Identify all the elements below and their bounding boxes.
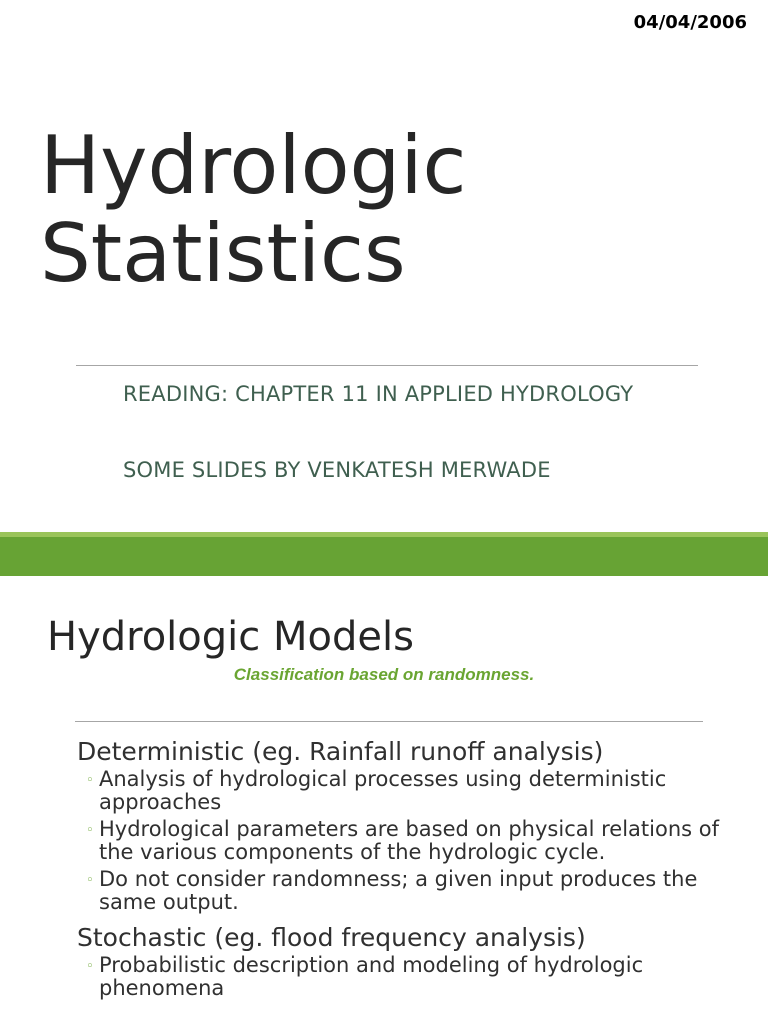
content-slide-title: Hydrologic Models [47, 614, 414, 660]
bullet-marker-icon: ◦ [86, 873, 94, 888]
section-heading-deterministic: Deterministic (eg. Rainfall runoff analysis) [77, 737, 604, 766]
content-divider [75, 721, 703, 722]
title-divider [76, 365, 698, 366]
deterministic-bullet-list [77, 768, 737, 914]
bullet-marker-icon: ◦ [86, 959, 94, 974]
stochastic-bullet-list [77, 954, 737, 1000]
slide-title [40, 119, 467, 300]
section-heading-stochastic: Stochastic (eg. flood frequency analysis) [77, 923, 586, 952]
slide-title-line-2: Statistics [40, 207, 406, 300]
bullet-text: Do not consider randomness; a given input produces the same output. [99, 867, 698, 914]
content-body [77, 736, 737, 1008]
list-item [77, 818, 737, 864]
list-item [77, 768, 737, 814]
bullet-marker-icon: ◦ [86, 773, 94, 788]
content-slide [0, 576, 768, 1024]
reading-subtitle: READING: CHAPTER 11 IN APPLIED HYDROLOGY [123, 382, 634, 406]
classification-note: Classification based on randomness. [233, 665, 535, 684]
slide-date: 04/04/2006 [633, 12, 747, 33]
bullet-text: Probabilistic description and modeling of hydrologic phenomena [99, 953, 644, 1000]
slide-separator-band [0, 537, 768, 576]
bullet-marker-icon: ◦ [86, 823, 94, 838]
slide-title-line-1: Hydrologic [40, 119, 467, 212]
credits-subtitle: SOME SLIDES BY VENKATESH MERWADE [123, 458, 551, 482]
list-item [77, 954, 737, 1000]
list-item [77, 868, 737, 914]
bullet-text: Hydrological parameters are based on physical relations of the various components of the hydrologic cycle. [99, 817, 720, 864]
bullet-text: Analysis of hydrological processes using deterministic approaches [99, 767, 667, 814]
